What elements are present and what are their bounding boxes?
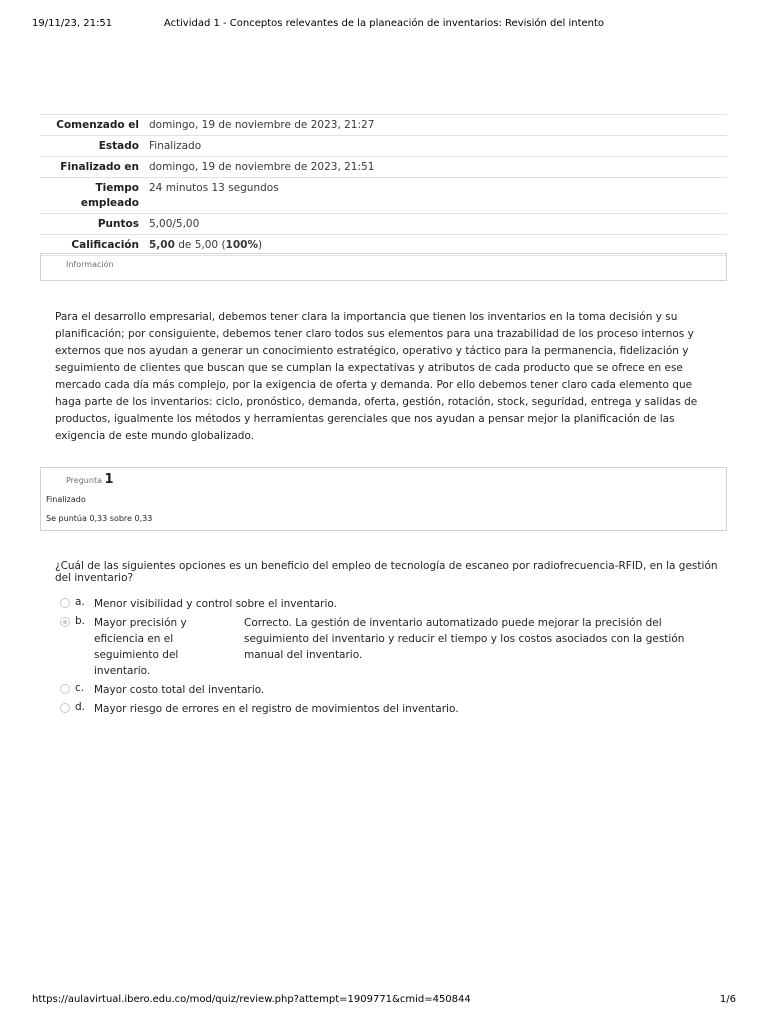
- answer-option-c[interactable]: [60, 682, 720, 698]
- radio-icon[interactable]: [60, 703, 70, 713]
- summary-value: 5,00/5,00: [144, 214, 727, 235]
- answer-text: Menor visibilidad y control sobre el inventario.: [94, 598, 337, 610]
- grade-percent: 100%: [225, 239, 258, 251]
- answer-text: Mayor costo total del inventario.: [94, 684, 265, 696]
- answer-option-a[interactable]: [60, 596, 720, 612]
- summary-row-finished: [40, 157, 727, 178]
- question-info-box: [40, 467, 727, 531]
- answer-letter: b.: [75, 615, 86, 627]
- print-page-title: Actividad 1 - Conceptos relevantes de la planeación de inventarios: Revisión del intento: [163, 18, 605, 29]
- summary-label: Comenzado el: [40, 115, 144, 136]
- answer-letter: c.: [75, 682, 85, 694]
- print-footer: [32, 994, 736, 1008]
- answer-letter: d.: [75, 701, 86, 713]
- print-url: https://aulavirtual.ibero.edu.co/mod/quiz/review.php?attempt=1909771&cmid=450844: [32, 994, 471, 1005]
- answer-feedback: Correcto. La gestión de inventario automatizado puede mejorar la precisión del seguimiento del inventario y reducir el tiempo y los costos asociados con la gestión manual del inventario.: [244, 617, 685, 661]
- summary-value: Finalizado: [144, 136, 727, 157]
- summary-value: domingo, 19 de noviembre de 2023, 21:51: [144, 157, 727, 178]
- question-number-value: 1: [104, 472, 114, 487]
- answer-option-d[interactable]: [60, 701, 720, 717]
- summary-label: Puntos: [40, 214, 144, 235]
- summary-value: domingo, 19 de noviembre de 2023, 21:27: [144, 115, 727, 136]
- summary-row-marks: [40, 214, 727, 235]
- grade-close: ): [258, 239, 263, 251]
- attempt-summary-table: [40, 114, 727, 256]
- answer-letter: a.: [75, 596, 85, 608]
- answer-list: [60, 596, 720, 720]
- question-state: Finalizado: [46, 495, 86, 504]
- radio-checked-icon[interactable]: [60, 617, 70, 627]
- answer-text: Mayor precisión y eficiencia en el seguimiento del inventario.: [94, 617, 187, 677]
- print-header: [32, 18, 736, 32]
- summary-row-time-taken: [40, 178, 727, 214]
- question-text: ¿Cuál de las siguientes opciones es un beneficio del empleo de tecnología de escaneo por radiofrecuencia-RFID, en la gestión del inventario?: [55, 560, 718, 584]
- summary-row-started: [40, 115, 727, 136]
- information-box: [40, 253, 727, 281]
- print-datetime: 19/11/23, 21:51: [32, 18, 113, 29]
- summary-value: 24 minutos 13 segundos: [144, 178, 727, 214]
- question-label: Pregunta: [66, 476, 102, 485]
- summary-label: Tiempo empleado: [40, 178, 144, 214]
- page-counter: 1/6: [719, 994, 736, 1005]
- summary-label: Estado: [40, 136, 144, 157]
- information-label: Información: [66, 260, 114, 269]
- question-number: [66, 472, 114, 487]
- summary-label: Calificación: [40, 235, 144, 256]
- answer-option-b[interactable]: [60, 615, 720, 679]
- question-grade: Se puntúa 0,33 sobre 0,33: [46, 514, 153, 523]
- radio-icon[interactable]: [60, 598, 70, 608]
- radio-icon[interactable]: [60, 684, 70, 694]
- summary-row-state: [40, 136, 727, 157]
- grade-of: de 5,00 (: [174, 239, 226, 251]
- information-text: Para el desarrollo empresarial, debemos tener clara la importancia que tienen los inventarios en la toma decisión y su planificación; por consiguiente, debemos tener claro todos sus elementos para una trazabilidad de los proceso internos y externos que nos ayudan a generar un conocimiento estratégico, operativo y táctico para la permanencia, fidelización y seguimiento de clientes que buscan que se cumplan la expectativas y atributos de cada producto que se ofrece en ese mercado cada día más complejo, por la exigencia de oferta y demanda. Por ello debemos tener claro cada elemento que haga parte de los inventarios: ciclo, pronóstico, demanda, oferta, gestión, rotación, stock, seguridad, entrega y salidas de productos, igualmente los métodos y herramientas gerenciales que nos ayudan a pensar mejor la planificación de las exigencia de este mundo globalizado.: [55, 311, 698, 442]
- grade-score: 5,00: [149, 239, 175, 251]
- answer-text: Mayor riesgo de errores en el registro de movimientos del inventario.: [94, 703, 459, 715]
- summary-label: Finalizado en: [40, 157, 144, 178]
